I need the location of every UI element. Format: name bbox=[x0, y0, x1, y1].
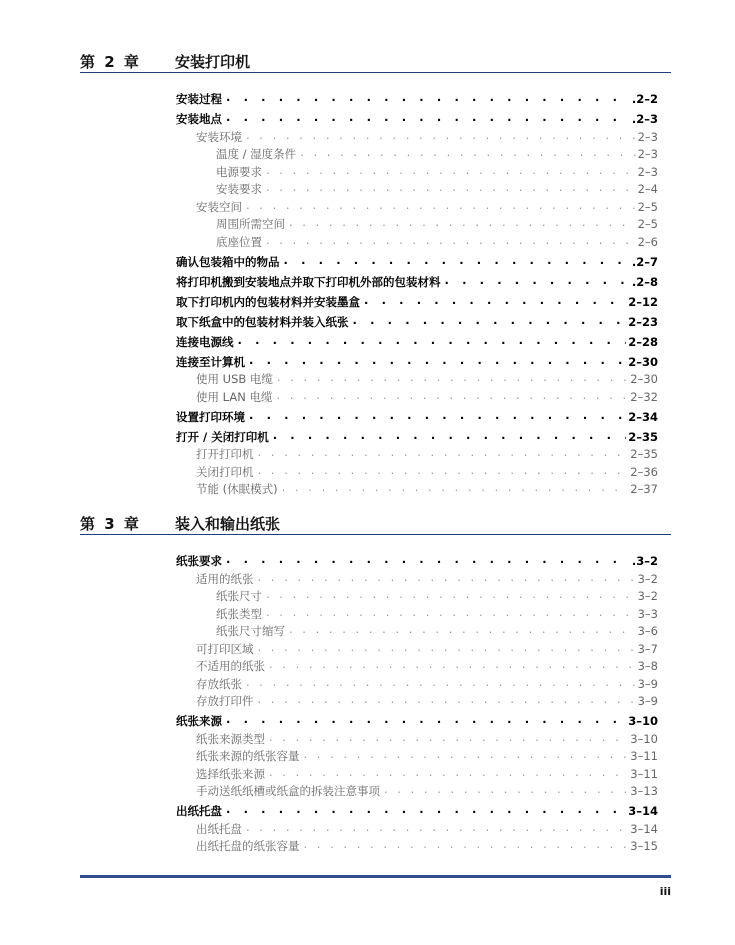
toc-leader-dots bbox=[226, 552, 630, 566]
toc-entry-label: 可打印区域 bbox=[196, 641, 254, 656]
toc-leader-dots bbox=[284, 253, 630, 267]
toc-entry-label: 纸张来源的纸张容量 bbox=[196, 749, 300, 763]
toc-leader-dots bbox=[304, 747, 629, 761]
toc-entry-label: 安装空间 bbox=[196, 199, 242, 214]
toc-entry-page: 3–3 bbox=[637, 606, 658, 621]
toc-entry[interactable] bbox=[176, 349, 658, 369]
toc-entry[interactable] bbox=[176, 404, 658, 424]
toc-leader-dots bbox=[289, 622, 636, 636]
toc-entry[interactable] bbox=[176, 836, 658, 854]
toc-leader-dots bbox=[276, 388, 628, 402]
toc-entry-label: 打开 / 关闭打印机 bbox=[176, 429, 269, 444]
toc-leader-dots bbox=[266, 587, 636, 601]
toc-entry-label: 安装过程 bbox=[176, 92, 222, 106]
toc-entry-page: 3–15 bbox=[630, 839, 658, 853]
toc-entry-label: 出纸托盘 bbox=[196, 821, 242, 836]
toc-leader-dots bbox=[266, 163, 636, 177]
toc-entry-label: 纸张尺寸 bbox=[216, 589, 262, 603]
toc-entry[interactable] bbox=[176, 548, 658, 568]
toc-leader-dots bbox=[226, 110, 630, 124]
toc-entry-page: 2–6 bbox=[637, 234, 658, 249]
toc-leader-dots bbox=[258, 640, 636, 654]
toc-entry-page: 3–8 bbox=[637, 659, 658, 673]
toc-entry-page: 2–35 bbox=[628, 429, 658, 444]
toc-entry-page: 2–5 bbox=[637, 217, 658, 231]
toc-entry-label: 使用 USB 电缆 bbox=[196, 372, 273, 386]
toc-entry[interactable] bbox=[176, 638, 658, 656]
toc-entry[interactable] bbox=[176, 691, 658, 709]
toc-entry[interactable] bbox=[176, 231, 658, 249]
toc-entry-page: 2–3 bbox=[637, 129, 658, 144]
toc-entry-page: 2–30 bbox=[628, 354, 658, 369]
toc-entry-page: 3–2 bbox=[637, 589, 658, 603]
toc-entry-label: 节能 (休眠模式) bbox=[196, 482, 278, 496]
chapter-rule bbox=[80, 534, 671, 535]
toc-entry-label: 连接至计算机 bbox=[176, 354, 245, 369]
toc-leader-dots bbox=[246, 820, 628, 834]
toc-entry-label: 纸张类型 bbox=[216, 606, 262, 621]
toc-leader-dots bbox=[258, 463, 629, 477]
toc-entry-label: 出纸托盘 bbox=[176, 804, 222, 818]
toc-entry-label: 适用的纸张 bbox=[196, 571, 254, 586]
toc-leader-dots bbox=[277, 370, 628, 384]
toc-entry-label: 取下纸盒中的包装材料并装入纸张 bbox=[176, 314, 349, 329]
toc-entry[interactable] bbox=[176, 196, 658, 214]
toc-entry-label: 手动送纸纸槽或纸盒的拆装注意事项 bbox=[196, 784, 380, 798]
toc-entry[interactable] bbox=[176, 818, 658, 836]
toc-entry-label: 将打印机搬到安装地点并取下打印机外部的包装材料 bbox=[176, 274, 441, 289]
toc-entry-page: 2–36 bbox=[630, 464, 658, 479]
toc-entry[interactable] bbox=[176, 746, 658, 764]
toc-leader-dots bbox=[226, 90, 630, 104]
toc-entry-label: 存放打印件 bbox=[196, 694, 254, 708]
toc-entry-label: 纸张尺寸缩写 bbox=[216, 624, 285, 638]
toc-leader-dots bbox=[266, 233, 636, 247]
toc-entry[interactable] bbox=[176, 179, 658, 197]
toc-leader-dots bbox=[300, 145, 635, 159]
toc-leader-dots bbox=[445, 273, 630, 287]
toc-entry[interactable] bbox=[176, 673, 658, 691]
toc-entry-page: .2–8 bbox=[631, 274, 658, 289]
toc-entry-label: 安装环境 bbox=[196, 129, 242, 144]
toc-entry-label: 电源要求 bbox=[216, 164, 262, 179]
toc-leader-dots bbox=[269, 657, 636, 671]
toc-leader-dots bbox=[246, 128, 636, 142]
chapter-3-heading bbox=[80, 513, 671, 535]
toc-entry-label: 确认包装箱中的物品 bbox=[176, 254, 280, 269]
toc-leader-dots bbox=[364, 293, 626, 307]
toc-entry-label: 连接电源线 bbox=[176, 334, 234, 349]
toc-entry[interactable] bbox=[176, 603, 658, 621]
toc-entry[interactable] bbox=[176, 656, 658, 674]
toc-leader-dots bbox=[353, 313, 627, 327]
toc-leader-dots bbox=[384, 782, 628, 796]
toc-entry-page: 3–6 bbox=[637, 624, 658, 638]
toc-entry-page: 3–11 bbox=[630, 766, 658, 781]
toc-entry[interactable] bbox=[176, 781, 658, 799]
toc-entry-label: 关闭打印机 bbox=[196, 464, 254, 479]
toc-entry[interactable] bbox=[176, 461, 658, 479]
toc-entry[interactable] bbox=[176, 424, 658, 444]
toc-entry[interactable] bbox=[176, 309, 658, 329]
toc-entry[interactable] bbox=[176, 568, 658, 586]
chapter-number: 第 2 章 bbox=[80, 53, 141, 71]
toc-entry-page: .2–2 bbox=[631, 92, 658, 106]
toc-entry[interactable] bbox=[176, 329, 658, 349]
toc-leader-dots bbox=[246, 675, 636, 689]
toc-entry-page: 2–3 bbox=[637, 164, 658, 179]
toc-entry-label: 不适用的纸张 bbox=[196, 659, 265, 673]
footer-rule bbox=[80, 875, 671, 878]
toc-entry-label: 安装要求 bbox=[216, 182, 262, 196]
toc-leader-dots bbox=[226, 802, 626, 816]
toc-entry[interactable] bbox=[176, 269, 658, 289]
toc-leader-dots bbox=[226, 712, 626, 726]
toc-entry[interactable] bbox=[176, 144, 658, 162]
toc-leader-dots bbox=[258, 570, 636, 584]
toc-leader-dots bbox=[266, 180, 636, 194]
toc-entry-page: 3–9 bbox=[637, 676, 658, 691]
toc-entry-page: 3–10 bbox=[630, 731, 658, 746]
toc-entry[interactable] bbox=[176, 708, 658, 728]
chapter-2-toc bbox=[176, 86, 658, 496]
toc-entry-page: 2–35 bbox=[630, 447, 658, 461]
toc-entry-label: 底座位置 bbox=[216, 234, 262, 249]
chapter-2-heading bbox=[80, 51, 671, 73]
toc-leader-dots bbox=[273, 428, 627, 442]
toc-entry-label: 使用 LAN 电缆 bbox=[196, 389, 273, 404]
toc-entry[interactable] bbox=[176, 161, 658, 179]
toc-entry-page: 2–4 bbox=[637, 182, 658, 196]
toc-entry-label: 选择纸张来源 bbox=[196, 766, 265, 781]
toc-entry[interactable] bbox=[176, 249, 658, 269]
toc-entry[interactable] bbox=[176, 126, 658, 144]
toc-entry-page: 2–3 bbox=[637, 147, 658, 161]
toc-entry-label: 纸张要求 bbox=[176, 554, 222, 568]
toc-entry[interactable] bbox=[176, 214, 658, 232]
toc-entry-page: 2–32 bbox=[630, 389, 658, 404]
toc-entry-label: 纸张来源 bbox=[176, 714, 222, 728]
toc-leader-dots bbox=[258, 692, 636, 706]
toc-entry[interactable] bbox=[176, 798, 658, 818]
toc-entry[interactable] bbox=[176, 106, 658, 126]
toc-entry-page: 2–28 bbox=[628, 334, 658, 349]
chapter-title: 装入和输出纸张 bbox=[175, 515, 281, 533]
toc-entry[interactable] bbox=[176, 369, 658, 387]
toc-entry-page: .2–7 bbox=[631, 254, 658, 269]
toc-entry-page: 3–13 bbox=[630, 784, 658, 798]
toc-entry[interactable] bbox=[176, 444, 658, 462]
toc-leader-dots bbox=[249, 353, 626, 367]
toc-leader-dots bbox=[269, 765, 628, 779]
toc-entry-page: .3–2 bbox=[631, 554, 658, 568]
toc-entry[interactable] bbox=[176, 586, 658, 604]
toc-entry[interactable] bbox=[176, 386, 658, 404]
toc-entry-page: 2–30 bbox=[630, 372, 658, 386]
toc-entry-label: 存放纸张 bbox=[196, 676, 242, 691]
toc-entry-label: 打开打印机 bbox=[196, 447, 254, 461]
chapter-title: 安装打印机 bbox=[175, 53, 251, 71]
toc-entry-page: 3–10 bbox=[628, 714, 658, 728]
toc-entry-label: 设置打印环境 bbox=[176, 409, 245, 424]
chapter-number: 第 3 章 bbox=[80, 515, 141, 533]
toc-entry-label: 温度 / 湿度条件 bbox=[216, 147, 297, 161]
toc-entry-label: 出纸托盘的纸张容量 bbox=[196, 839, 300, 853]
toc-entry-label: 纸张来源类型 bbox=[196, 731, 265, 746]
toc-entry-page: 2–5 bbox=[637, 199, 658, 214]
toc-entry-page: 2–23 bbox=[628, 314, 658, 329]
page-number: iii bbox=[659, 885, 671, 898]
toc-entry-page: 3–14 bbox=[630, 821, 658, 836]
toc-entry[interactable] bbox=[176, 289, 658, 309]
toc-entry[interactable] bbox=[176, 728, 658, 746]
toc-leader-dots bbox=[238, 333, 627, 347]
toc-entry-page: 2–37 bbox=[630, 482, 658, 496]
toc-entry-page: 2–12 bbox=[628, 294, 658, 309]
toc-entry[interactable] bbox=[176, 763, 658, 781]
toc-leader-dots bbox=[282, 480, 629, 494]
toc-leader-dots bbox=[266, 605, 636, 619]
toc-leader-dots bbox=[304, 837, 629, 851]
toc-leader-dots bbox=[258, 445, 629, 459]
toc-entry-page: 2–34 bbox=[628, 409, 658, 424]
toc-entry-page: 3–11 bbox=[630, 749, 658, 763]
toc-entry-label: 取下打印机内的包装材料并安装墨盒 bbox=[176, 294, 360, 309]
toc-entry[interactable] bbox=[176, 479, 658, 497]
toc-leader-dots bbox=[249, 408, 626, 422]
chapter-3-toc bbox=[176, 548, 658, 853]
chapter-rule bbox=[80, 72, 671, 73]
toc-entry-page: .2–3 bbox=[631, 112, 658, 126]
toc-leader-dots bbox=[289, 215, 636, 229]
toc-entry[interactable] bbox=[176, 86, 658, 106]
toc-entry-label: 安装地点 bbox=[176, 112, 222, 126]
toc-entry-label: 周围所需空间 bbox=[216, 217, 285, 231]
toc-entry-page: 3–14 bbox=[628, 804, 658, 818]
toc-leader-dots bbox=[269, 730, 628, 744]
toc-entry-page: 3–7 bbox=[637, 641, 658, 656]
toc-leader-dots bbox=[246, 198, 636, 212]
toc-entry[interactable] bbox=[176, 621, 658, 639]
toc-entry-page: 3–9 bbox=[637, 694, 658, 708]
toc-entry-page: 3–2 bbox=[637, 571, 658, 586]
